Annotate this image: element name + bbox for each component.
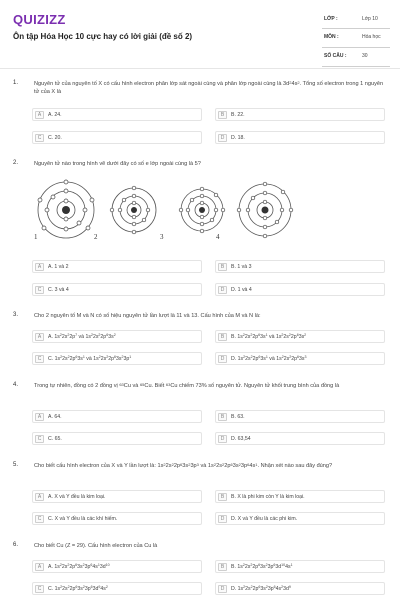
superscript: 2: [60, 585, 63, 589]
text-part: 3s: [260, 564, 266, 570]
option-letter: A: [35, 413, 44, 421]
text-part: 2p: [252, 586, 259, 592]
meta-label: LỚP :: [324, 16, 338, 22]
option-text: C. 20.: [48, 135, 62, 141]
option-letter: B: [218, 563, 227, 571]
option-text: [48, 334, 116, 340]
option-d[interactable]: [215, 131, 385, 144]
atom-3-icon: [179, 187, 225, 233]
text-part: Cho biết cấu hình electron của X và Y lần lượt là: 1s: [34, 463, 164, 469]
text-part: 2s: [62, 586, 68, 592]
meta-label: MÔN :: [324, 34, 339, 40]
text-part: 2s: [100, 356, 107, 362]
text-part: 2s: [216, 463, 222, 469]
option-b[interactable]: [215, 560, 385, 573]
option-text: A. X và Y đều là kim loại.: [48, 494, 106, 500]
superscript: 6: [258, 563, 261, 567]
question-text: [34, 462, 384, 470]
option-text: [231, 586, 291, 592]
option-text: C. 65.: [48, 436, 62, 442]
superscript: 6: [75, 585, 78, 589]
meta-row-count: [322, 48, 390, 67]
text-part: 3s: [115, 356, 122, 362]
option-letter: A: [35, 263, 44, 271]
option-text: [231, 564, 293, 570]
option-letter: C: [35, 286, 44, 294]
option-letter: C: [35, 515, 44, 523]
text-part: 3s: [232, 463, 239, 469]
header-divider: [0, 68, 400, 69]
question-number: 6.: [13, 542, 19, 548]
text-part: . Nhận xét nào sau đây đúng?: [257, 463, 333, 469]
text-part: 2s: [245, 356, 251, 362]
superscript: 6: [258, 333, 261, 337]
superscript: 1: [129, 355, 132, 359]
superscript: 2: [67, 355, 70, 359]
superscript: 10: [281, 563, 286, 567]
text-part: 3s: [77, 356, 83, 362]
superscript: 2: [188, 462, 191, 467]
text-part: 4s: [275, 586, 282, 592]
superscript: 2: [304, 333, 307, 337]
text-part: và 1s: [267, 356, 282, 362]
option-c[interactable]: [32, 512, 202, 525]
option-c[interactable]: [32, 131, 202, 144]
option-d[interactable]: [215, 432, 385, 445]
superscript: 63: [165, 382, 171, 387]
option-letter: C: [35, 435, 44, 443]
superscript: 2: [163, 462, 166, 467]
superscript: 2: [243, 585, 246, 589]
superscript: 2: [281, 585, 284, 589]
text-part: D. 1s: [231, 586, 244, 592]
text-part: Cu và: [123, 383, 140, 389]
superscript: 2: [67, 563, 70, 567]
text-part: 2p: [252, 356, 259, 362]
text-part: A. 1s: [48, 564, 60, 570]
superscript: 2: [98, 355, 101, 359]
option-text: D. 1 và 4: [231, 287, 252, 293]
text-part: 2s: [245, 586, 251, 592]
figure-label-4: 4: [216, 233, 220, 241]
superscript: 6: [273, 585, 276, 589]
superscript: 1: [265, 333, 268, 337]
text-part: Cu chiếm 73% số nguyên tử. Nguyên tử khối trung bình của đồng là: [170, 383, 340, 389]
option-letter: D: [218, 286, 227, 294]
option-d[interactable]: [215, 582, 385, 595]
option-d[interactable]: [215, 283, 385, 296]
meta-row-class: [322, 10, 390, 29]
superscript: 2: [121, 355, 124, 359]
option-text: A. 24.: [48, 112, 62, 118]
text-part: 3d: [99, 564, 106, 570]
superscript: 2: [60, 355, 63, 359]
superscript: 6: [75, 355, 78, 359]
superscript: 2: [281, 333, 284, 337]
text-part: 2p: [108, 356, 114, 362]
option-text: [231, 356, 306, 362]
text-part: 3p: [267, 564, 274, 570]
superscript: 2: [222, 462, 225, 467]
text-part: và 1s: [84, 356, 99, 362]
option-a[interactable]: [32, 330, 202, 343]
option-b[interactable]: [215, 330, 385, 343]
option-text: B. 22.: [231, 112, 245, 118]
option-letter: A: [35, 111, 44, 119]
question-number: 5.: [13, 462, 19, 468]
meta-table: [322, 10, 390, 67]
option-text: [48, 356, 131, 362]
text-part: 2p: [100, 334, 107, 340]
text-part: 2p: [252, 334, 259, 340]
text-part: 3p: [84, 564, 91, 570]
superscript: 2: [113, 333, 116, 337]
text-part: 2p: [69, 334, 76, 340]
superscript: 9: [288, 585, 291, 589]
page-title: Ôn tập Hóa Học 10 cực hay có lời giải (đề số 2): [13, 32, 193, 41]
superscript: 9: [98, 585, 101, 589]
option-c[interactable]: [32, 352, 202, 365]
superscript: 2: [82, 563, 85, 567]
text-part: 4s: [100, 586, 106, 592]
option-text: [48, 564, 110, 570]
option-letter: B: [218, 263, 227, 271]
superscript: 2: [238, 462, 241, 467]
figure-label-1: 1: [34, 233, 38, 241]
option-letter: A: [35, 493, 44, 501]
option-a[interactable]: [32, 410, 202, 423]
superscript: 6: [113, 355, 116, 359]
superscript: 6: [230, 462, 233, 467]
superscript: 6: [296, 355, 299, 359]
option-text: A. 1 và 2: [48, 264, 69, 270]
option-b[interactable]: [215, 260, 385, 273]
question-number: 1.: [13, 80, 19, 86]
superscript: 2: [82, 585, 85, 589]
option-text: B. 63.: [231, 414, 245, 420]
superscript: 6: [90, 563, 93, 567]
text-part: 3p: [123, 356, 130, 362]
text-part: 2p: [291, 356, 297, 362]
text-part: và 1s: [267, 334, 282, 340]
text-part: 3d: [92, 586, 99, 592]
question-number: 4.: [13, 382, 19, 388]
meta-value: Hóa học: [362, 34, 381, 40]
question-text: Cho 2 nguyên tố M và N có số hiệu nguyên tử lần lượt là 11 và 13. Cấu hình của M và N là:: [34, 313, 261, 319]
atom-diagram-icon: [30, 176, 300, 246]
option-letter: C: [35, 585, 44, 593]
text-part: 2p: [69, 564, 76, 570]
meta-value: 30: [362, 53, 368, 59]
option-d[interactable]: [215, 512, 385, 525]
text-part: 3s: [298, 356, 305, 362]
question-number: 3.: [13, 312, 19, 318]
text-part: 2p: [69, 356, 76, 362]
option-letter: D: [218, 435, 227, 443]
text-part: 3s: [182, 463, 189, 469]
superscript: 6: [247, 462, 250, 467]
text-part: 2s: [283, 356, 290, 362]
superscript: 2: [250, 585, 253, 589]
superscript: 1: [255, 462, 258, 467]
figure-label-3: 3: [160, 233, 164, 241]
text-part: 4s: [92, 564, 98, 570]
text-part: 3s: [260, 356, 266, 362]
text-part: 3p: [267, 586, 274, 592]
text-part: 3p: [190, 463, 197, 469]
superscript: 1: [290, 563, 293, 567]
text-part: 3d: [283, 586, 289, 592]
question-text: [34, 80, 384, 96]
text-part: 3s: [260, 586, 266, 592]
option-text: B. X là phi kim còn Y là kim loại.: [231, 494, 305, 500]
page-header: [0, 0, 400, 68]
option-c[interactable]: [32, 283, 202, 296]
superscript: 2: [288, 333, 291, 337]
text-part: 2p: [173, 463, 181, 469]
text-part: C. 1s: [48, 586, 61, 592]
option-d[interactable]: [215, 352, 385, 365]
option-c[interactable]: [32, 432, 202, 445]
option-letter: D: [218, 515, 227, 523]
text-part: Nguyên tử của nguyên tố X có cấu hình electron phân lớp sát ngoài cùng và phân lớp ngoài cùng là 3d: [34, 81, 290, 87]
superscript: 2: [265, 585, 268, 589]
superscript: 65: [139, 382, 145, 387]
text-part: 2p: [290, 334, 297, 340]
superscript: 6: [258, 355, 261, 359]
superscript: 1: [97, 563, 100, 567]
text-part: 2s: [283, 334, 289, 340]
text-part: 2s: [244, 564, 251, 570]
option-letter: B: [218, 493, 227, 501]
option-text: B. 1 và 3: [231, 264, 252, 270]
superscript: 2: [265, 563, 268, 567]
text-part: A. 1s: [48, 334, 60, 340]
option-letter: C: [35, 355, 44, 363]
text-part: 4s: [249, 463, 256, 469]
superscript: 1: [265, 355, 268, 359]
atom-4-icon: [237, 182, 293, 238]
option-a[interactable]: [32, 490, 202, 503]
option-b[interactable]: [215, 410, 385, 423]
option-text: [231, 334, 306, 340]
question-text: [34, 382, 384, 390]
text-part: 2s: [244, 334, 251, 340]
text-part: 3s: [260, 334, 266, 340]
text-part: 4s: [285, 564, 291, 570]
superscript: 2: [106, 355, 109, 359]
text-part: 2s: [61, 564, 68, 570]
superscript: 2: [67, 585, 70, 589]
superscript: 10: [105, 563, 110, 567]
superscript: 2: [105, 585, 108, 589]
superscript: 2: [250, 333, 253, 337]
meta-row-subject: [322, 29, 390, 48]
superscript: 2: [242, 333, 245, 337]
text-part: D. 1s: [231, 356, 244, 362]
superscript: 3: [304, 355, 307, 359]
superscript: 2: [289, 355, 292, 359]
superscript: 6: [106, 333, 109, 337]
superscript: 2: [171, 462, 174, 467]
atom-diagram: [30, 176, 300, 246]
superscript: 2: [90, 333, 93, 337]
figure-label-2: 2: [94, 233, 98, 241]
text-part: 3s: [108, 334, 114, 340]
text-part: 2p: [252, 564, 259, 570]
option-letter: A: [35, 563, 44, 571]
superscript: 7: [75, 333, 78, 337]
superscript: 2: [59, 333, 62, 337]
superscript: 2: [250, 355, 253, 359]
meta-label: SỐ CÂU :: [324, 53, 347, 59]
option-b[interactable]: [215, 108, 385, 121]
option-a[interactable]: [32, 560, 202, 573]
text-part: 2p: [69, 586, 76, 592]
superscript: 2: [213, 462, 217, 467]
superscript: 2: [242, 563, 245, 567]
text-part: và 1s: [77, 334, 91, 340]
option-letter: D: [218, 355, 227, 363]
text-part: B. 1s: [231, 564, 243, 570]
option-text: D. 18.: [231, 135, 245, 141]
text-part: 3s: [298, 334, 305, 340]
option-letter: B: [218, 333, 227, 341]
superscript: 2: [281, 355, 284, 359]
text-part: 2s: [165, 463, 172, 469]
superscript: 2: [250, 563, 253, 567]
text-part: Trong tự nhiên, đồng có 2 đồng vị: [34, 383, 120, 389]
superscript: 2: [297, 80, 300, 85]
text-part: Cu. Biết: [144, 383, 166, 389]
option-letter: D: [218, 134, 227, 142]
option-text: A. 64.: [48, 414, 62, 420]
atom-2-icon: [110, 186, 156, 234]
option-text: C. X và Y đều là các khí hiếm.: [48, 516, 118, 522]
text-part: và 1s: [198, 463, 214, 469]
superscript: 6: [90, 585, 93, 589]
superscript: 2: [59, 563, 62, 567]
superscript: 6: [258, 585, 261, 589]
option-letter: A: [35, 333, 44, 341]
atom-1-icon: [38, 180, 94, 238]
superscript: 6: [75, 563, 78, 567]
option-letter: D: [218, 585, 227, 593]
text-part: 2s: [62, 356, 68, 362]
text-part: 4s: [291, 81, 298, 87]
option-a[interactable]: [32, 108, 202, 121]
superscript: 6: [296, 333, 299, 337]
superscript: 2: [67, 333, 70, 337]
superscript: 1: [82, 355, 85, 359]
superscript: 2: [289, 80, 292, 85]
text-part: 2s: [92, 334, 99, 340]
option-letter: C: [35, 134, 44, 142]
text-part: 2s: [61, 334, 68, 340]
text-part: 3s: [77, 586, 83, 592]
superscript: 2: [243, 355, 246, 359]
option-c[interactable]: [32, 582, 202, 595]
text-part: C. 1s: [48, 356, 61, 362]
option-text: D. X và Y đều là các phi kim.: [231, 516, 298, 522]
text-part: 3p: [240, 463, 248, 469]
superscript: 2: [98, 333, 101, 337]
superscript: 3: [196, 462, 199, 467]
text-part: 3d: [275, 564, 282, 570]
superscript: 63: [119, 382, 124, 387]
option-letter: B: [218, 413, 227, 421]
option-b[interactable]: [215, 490, 385, 503]
option-a[interactable]: [32, 260, 202, 273]
text-part: 2p: [224, 463, 231, 469]
question-text: Nguyên tử nào trong hình vẽ dưới đây có số e lớp ngoài cùng là 5?: [34, 161, 201, 167]
question-text: Cho biết Cu (Z = 29). Cấu hình electron của Cu là: [34, 543, 158, 549]
text-part: 3s: [77, 564, 83, 570]
option-text: D. 63,54: [231, 436, 251, 442]
question-number: 2.: [13, 160, 19, 166]
meta-value: Lớp 10: [362, 16, 378, 22]
quizizz-logo: QUIZIZZ: [13, 12, 66, 27]
superscript: 6: [273, 563, 276, 567]
option-letter: B: [218, 111, 227, 119]
superscript: 6: [180, 462, 183, 467]
option-text: [48, 586, 108, 592]
text-part: B. 1s: [231, 334, 243, 340]
text-part: 3p: [84, 586, 91, 592]
option-text: C. 3 và 4: [48, 287, 69, 293]
text-part: . Tổng số electron trong 1 nguyên tử của X là: [34, 81, 384, 95]
